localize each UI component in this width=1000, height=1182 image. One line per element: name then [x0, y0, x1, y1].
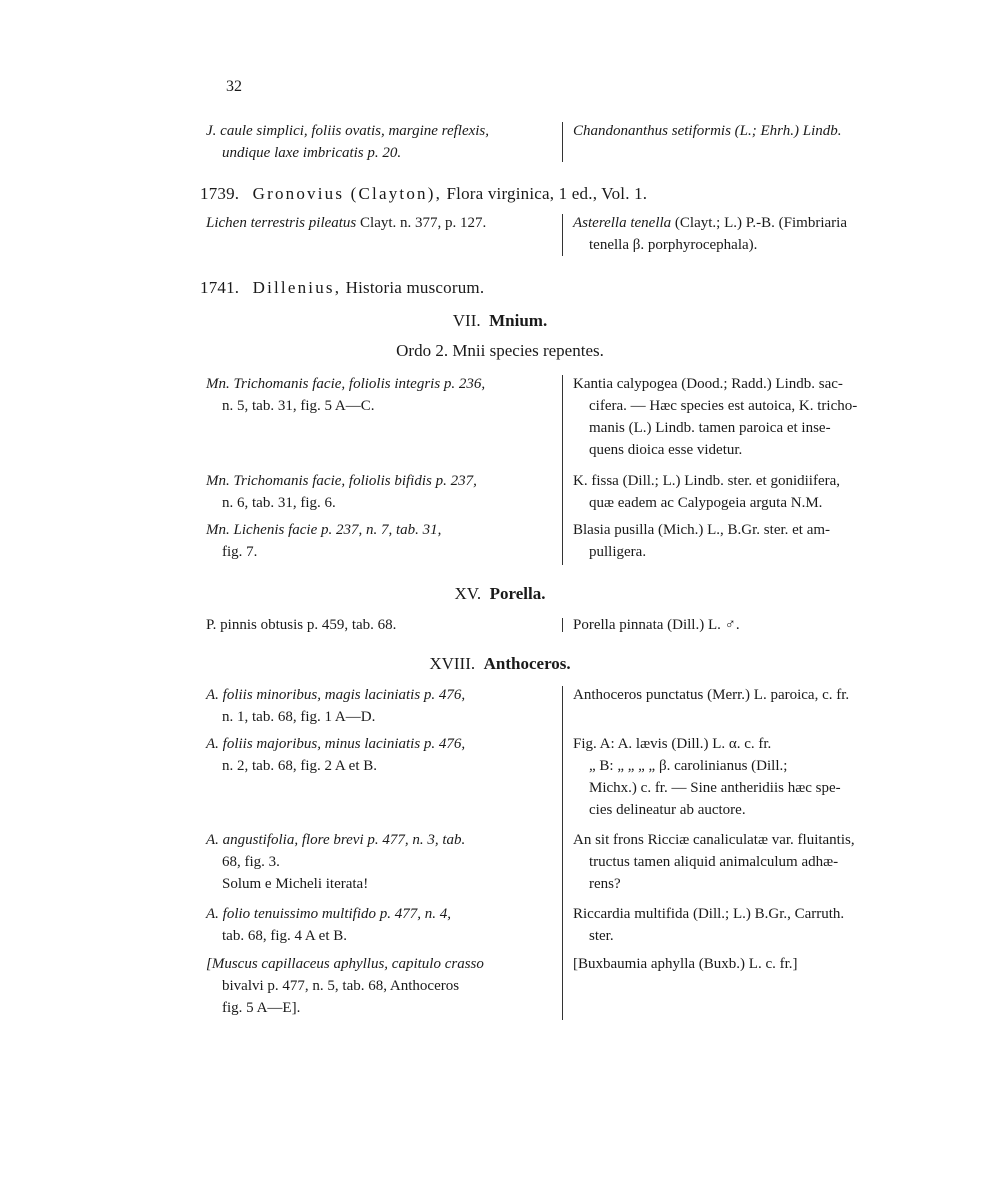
text-line: n. 1, tab. 68, fig. 1 A—D.	[222, 709, 376, 725]
gronovius-heading: 1739. Gronovius (Clayton), Flora virginica, 1 ed., Vol. 1.	[200, 184, 648, 203]
text-line: Michx.) c. fr. — Sine antheridiis hæc spe-	[589, 780, 841, 796]
text-line: A. folio tenuissimo multifido p. 477, n. 4,	[206, 906, 452, 922]
mnium-entry-2-left	[206, 470, 556, 514]
text-line: Kantia calypogea (Dood.; Radd.) Lindb. sac-	[573, 376, 843, 392]
text-line: Anthoceros punctatus (Merr.) L. paroica, c. fr.	[573, 687, 850, 703]
text-line: Asterella tenella (Clayt.; L.) P.-B. (Fimbriaria	[573, 215, 847, 231]
column-divider	[562, 375, 563, 565]
anthoceros-entry-2-left	[206, 733, 556, 777]
mnium-entry-3-right	[573, 519, 923, 563]
text-line: Chandonanthus setiformis (L.; Ehrh.) Lindb.	[573, 123, 842, 139]
anthoceros-entry-1-right	[573, 684, 923, 706]
anthoceros-entry-3-right	[573, 829, 923, 895]
text-line: [Buxbaumia aphylla (Buxb.) L. c. fr.]	[573, 956, 798, 972]
column-divider	[562, 214, 563, 256]
text-line: Solum e Micheli iterata!	[222, 876, 369, 892]
text-line: 68, fig. 3.	[222, 854, 280, 870]
text-line: Lichen terrestris pileatus Clayt. n. 377, p. 127.	[206, 215, 487, 231]
section-heading-vii: VII. Mnium.	[452, 311, 548, 330]
text-line: fig. 7.	[222, 544, 258, 560]
text-line: A. angustifolia, flore brevi p. 477, n. 3, tab.	[206, 832, 466, 848]
text-line: Riccardia multifida (Dill.; L.) B.Gr., Carruth.	[573, 906, 845, 922]
text-line: An sit frons Ricciæ canaliculatæ var. fluitantis,	[573, 832, 855, 848]
anthoceros-entry-4-left	[206, 903, 556, 947]
column-divider	[562, 122, 563, 162]
text-line: Porella pinnata (Dill.) L. ♂.	[573, 617, 740, 633]
section-heading-xviii: XVIII. Anthoceros.	[429, 654, 571, 673]
anthoceros-entry-5-left	[206, 953, 556, 1019]
text-line: A. foliis majoribus, minus laciniatis p. 476,	[206, 736, 466, 752]
text-line: Mn. Trichomanis facie, foliolis bifidis p. 237,	[206, 473, 477, 489]
anthoceros-entry-4-right	[573, 903, 923, 947]
text-line: rens?	[589, 876, 621, 892]
text-line: n. 6, tab. 31, fig. 6.	[222, 495, 336, 511]
porella-right	[573, 614, 923, 636]
section-heading-xv: XV. Porella.	[454, 584, 546, 603]
page-number: 32	[226, 78, 242, 95]
dillenius-heading: 1741. Dillenius, Historia muscorum.	[200, 278, 485, 297]
text-line: [Muscus capillaceus aphyllus, capitulo crasso	[206, 956, 484, 972]
text-line: A. foliis minoribus, magis laciniatis p. 476,	[206, 687, 466, 703]
anthoceros-entry-1-left	[206, 684, 556, 728]
text-line: fig. 5 A—E].	[222, 1000, 301, 1016]
text-line: J. caule simplici, foliis ovatis, margine reflexis,	[206, 123, 490, 139]
porella-left	[206, 614, 556, 636]
top-entry-right	[573, 120, 923, 142]
text-line: pulligera.	[589, 544, 647, 560]
text-line: n. 5, tab. 31, fig. 5 A—C.	[222, 398, 375, 414]
mnium-entry-1-left	[206, 373, 556, 417]
column-divider	[562, 618, 563, 632]
column-divider	[562, 686, 563, 1020]
ordo-heading: Ordo 2. Mnii species repentes.	[396, 341, 604, 360]
text-line: tenella β. porphyrocephala).	[589, 237, 758, 253]
text-line: Mn. Trichomanis facie, foliolis integris p. 236,	[206, 376, 486, 392]
text-line: cies delineatur ab auctore.	[589, 802, 746, 818]
text-line: quens dioica esse videtur.	[589, 442, 743, 458]
text-line: quæ eadem ac Calypogeia arguta N.M.	[589, 495, 823, 511]
text-line: manis (L.) Lindb. tamen paroica et inse-	[589, 420, 831, 436]
text-line: bivalvi p. 477, n. 5, tab. 68, Anthoceros	[222, 978, 460, 994]
text-line: Fig. A: A. lævis (Dill.) L. α. c. fr.	[573, 736, 772, 752]
text-line: K. fissa (Dill.; L.) Lindb. ster. et gonidiifera,	[573, 473, 841, 489]
text-line: ster.	[589, 928, 614, 944]
text-line: „ B: „ „ „ „ β. carolinianus (Dill.;	[589, 758, 788, 774]
text-line: P. pinnis obtusis p. 459, tab. 68.	[206, 617, 397, 633]
text-line: Mn. Lichenis facie p. 237, n. 7, tab. 31,	[206, 522, 442, 538]
text-line: n. 2, tab. 68, fig. 2 A et B.	[222, 758, 377, 774]
text-line: tructus tamen aliquid animalculum adhæ-	[589, 854, 839, 870]
anthoceros-entry-2-right	[573, 733, 923, 821]
mnium-entry-1-right	[573, 373, 923, 461]
text-line: Blasia pusilla (Mich.) L., B.Gr. ster. et am-	[573, 522, 831, 538]
anthoceros-entry-5-right	[573, 953, 923, 975]
mnium-entry-2-right	[573, 470, 923, 514]
text-line: tab. 68, fig. 4 A et B.	[222, 928, 347, 944]
gronovius-left	[206, 212, 556, 234]
top-entry-left	[206, 120, 556, 164]
mnium-entry-3-left	[206, 519, 556, 563]
text-line: undique laxe imbricatis p. 20.	[222, 145, 402, 161]
gronovius-right	[573, 212, 923, 256]
text-line: cifera. — Hæc species est autoica, K. tricho-	[589, 398, 858, 414]
anthoceros-entry-3-left	[206, 829, 556, 895]
